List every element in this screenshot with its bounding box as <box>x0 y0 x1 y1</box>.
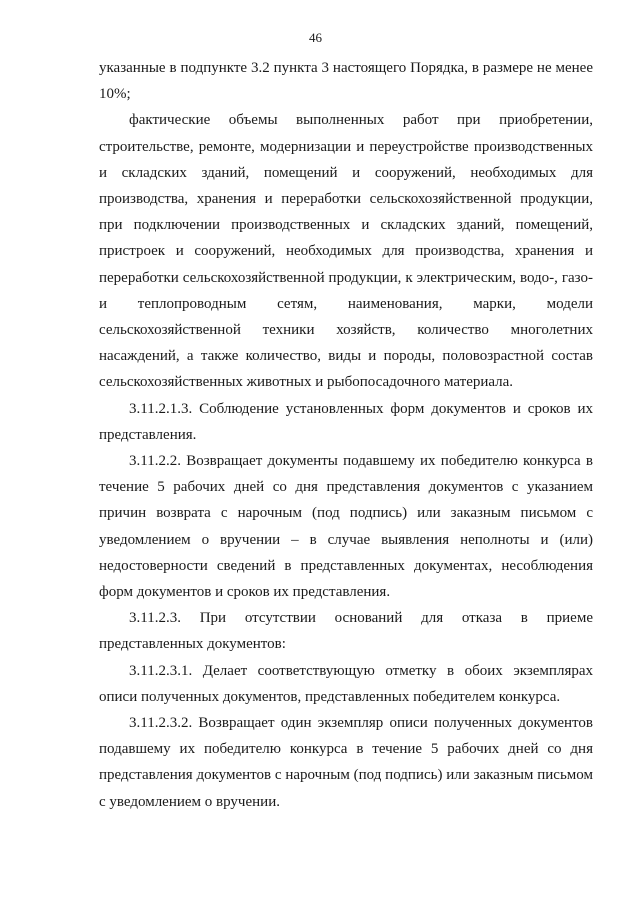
document-body <box>99 55 593 815</box>
page-number: 46 <box>309 30 322 45</box>
paragraph-4: 3.11.2.2. Возвращает документы подавшему их победителю конкурса в течение 5 рабочих дней со дня представления документов с указанием причин возврата с нарочным (под подпись) или заказным письмом с уведомлением о вручении – в случае выявления неполноты и (или) недостоверности сведений в представленных документах, несоблюдения форм документов и сроков их представления. <box>99 453 593 601</box>
paragraph-2: фактические объемы выполненных работ при приобретении, строительстве, ремонте, модернизации и переустройстве производственных и складских зданий, помещений и сооружений, необходимых для производства, хранения и переработки сельскохозяйственной продукции, при подключении производственных и складских зданий, помещений, пристроек и сооружений, необходимых для производства, хранения и переработки сельскохозяйственной продукции, к электрическим, водо-, газо- и теплопроводным сетям, наименования, марки, модели сельскохозяйственной техники хозяйств, количество многолетних насаждений, а также количество, виды и породы, половозрастной состав сельскохозяйственных животных и рыбопосадочного материала. <box>99 112 593 391</box>
paragraph-1: указанные в подпункте 3.2 пункта 3 настоящего Порядка, в размере не менее 10%; <box>99 60 593 103</box>
paragraph-3: 3.11.2.1.3. Соблюдение установленных форм документов и сроков их представления. <box>99 400 593 443</box>
paragraph-5: 3.11.2.3. При отсутствии оснований для отказа в приеме представленных документов: <box>99 610 593 653</box>
paragraph-7: 3.11.2.3.2. Возвращает один экземпляр описи полученных документов подавшему их победителю конкурса в течение 5 рабочих дней со дня представления документов с нарочным (под подпись) или заказным письмом с уведомлением о вручении. <box>99 715 593 810</box>
paragraph-6: 3.11.2.3.1. Делает соответствующую отметку в обоих экземплярах описи полученных документов, представленных победителем конкурса. <box>99 662 593 705</box>
